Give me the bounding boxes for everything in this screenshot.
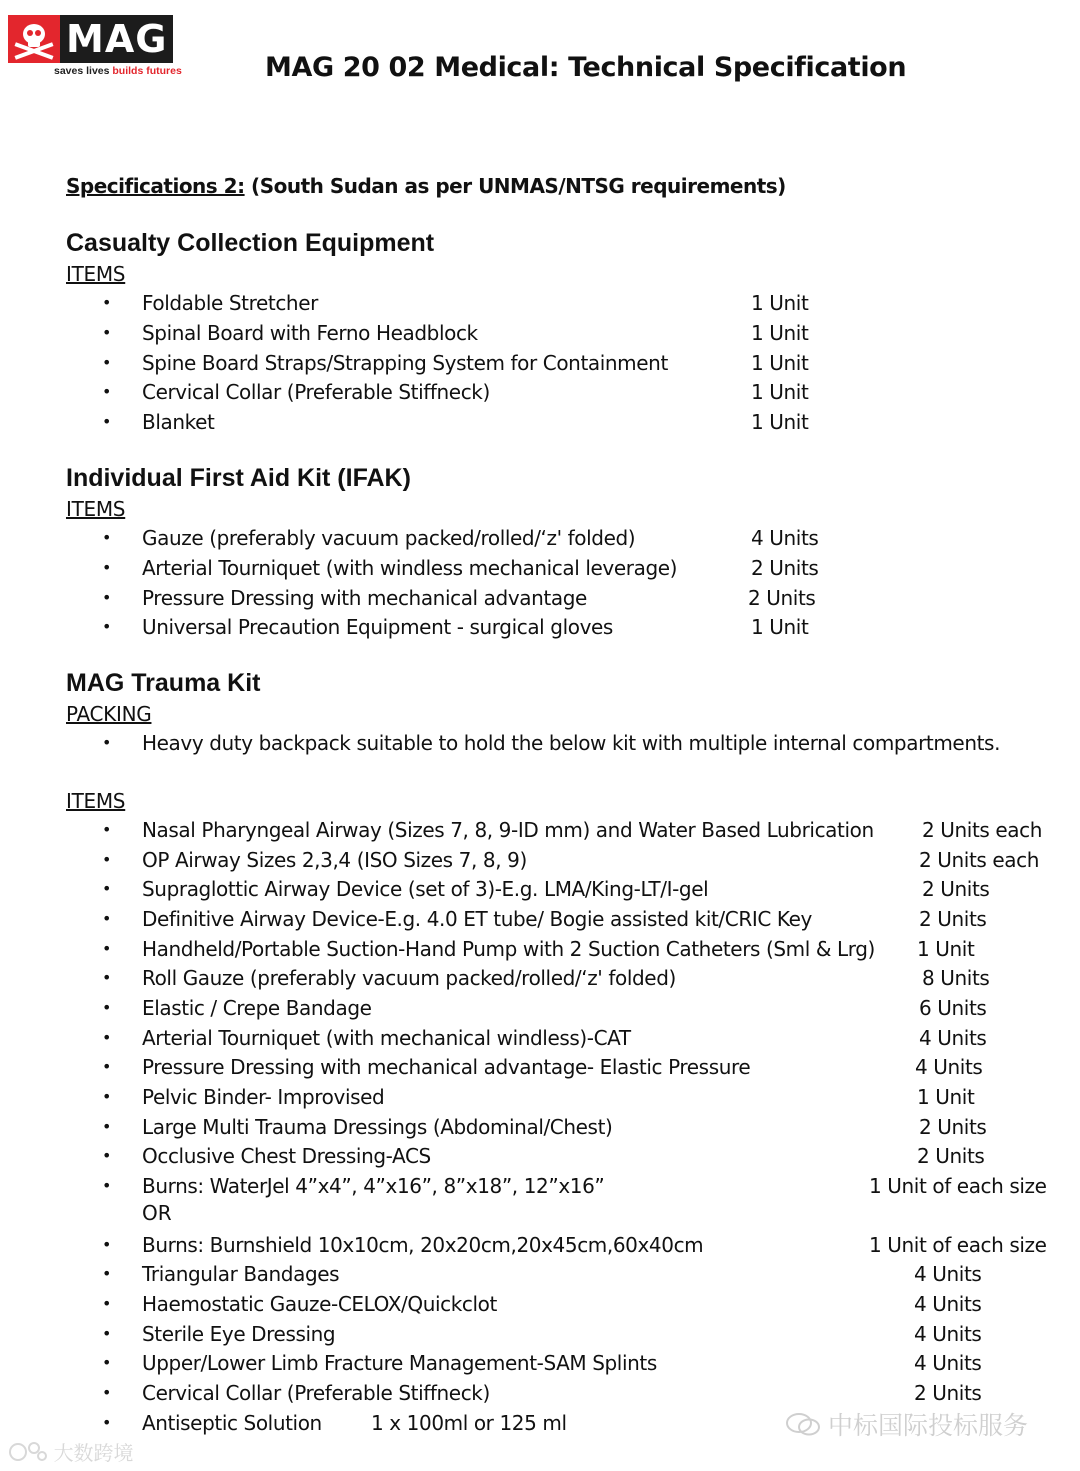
bullet-icon: •: [102, 1028, 112, 1047]
bullet-icon: •: [102, 968, 112, 987]
item-quantity: 4 Units: [914, 1262, 982, 1286]
list-item: [0, 407, 1080, 437]
item-quantity: 8 Units: [922, 966, 990, 990]
bullet-icon: •: [102, 1146, 112, 1165]
item-name: Spinal Board with Ferno Headblock: [142, 320, 478, 345]
item-name: Occlusive Chest Dressing-ACS: [142, 1144, 431, 1168]
item-quantity: 1 Unit: [751, 350, 809, 375]
section-title-ifak: Individual First Aid Kit (IFAK): [66, 464, 411, 492]
list-item: [0, 377, 1080, 407]
list-item: [0, 553, 1080, 583]
item-name: Haemostatic Gauze-CELOX/Quickclot: [142, 1292, 497, 1316]
item-name: Spine Board Straps/Strapping System for Containment: [142, 350, 668, 375]
item-name: Pelvic Binder- Improvised: [142, 1085, 385, 1109]
bullet-icon: •: [102, 412, 112, 432]
item-quantity: 4 Units: [914, 1322, 982, 1346]
item-quantity: 4 Units: [919, 1026, 987, 1050]
list-item: [0, 1230, 1080, 1260]
bullet-icon: •: [102, 909, 112, 928]
list-item: [0, 904, 1080, 934]
or-text: OR: [142, 1201, 172, 1225]
item-quantity: 2 Units: [914, 1381, 982, 1405]
list-item: [0, 1052, 1080, 1082]
list-item: [0, 845, 1080, 875]
item-name: Pressure Dressing with mechanical advantage- Elastic Pressure: [142, 1055, 751, 1079]
bullet-icon: •: [102, 293, 112, 312]
item-quantity: 2 Units each: [922, 818, 1043, 842]
bullet-icon: •: [102, 1294, 112, 1313]
item-quantity: 1 Unit: [751, 320, 809, 345]
item-quantity: 1 Unit: [751, 291, 809, 315]
list-item: [0, 1112, 1080, 1142]
packing-heading: PACKING: [66, 702, 152, 726]
section-title-trauma: MAG Trauma Kit: [66, 669, 261, 697]
bullet-icon: •: [102, 1324, 112, 1343]
list-item: [0, 1348, 1080, 1378]
item-name: Arterial Tourniquet (with mechanical windless)-CAT: [142, 1026, 631, 1050]
item-name: Handheld/Portable Suction-Hand Pump with 2 Suction Catheters (Sml & Lrg): [142, 937, 875, 961]
list-item: [0, 583, 1080, 613]
mag-logo: [8, 15, 182, 81]
bullet-icon: •: [102, 557, 112, 577]
item-name: Universal Precaution Equipment - surgical gloves: [142, 615, 613, 640]
bullet-icon: •: [102, 998, 112, 1017]
logo-tagline: [54, 65, 182, 77]
skull-icon: [8, 15, 60, 63]
item-quantity: 2 Units: [751, 555, 819, 580]
item-name: Cervical Collar (Preferable Stiffneck): [142, 1381, 490, 1405]
item-quantity: 1 x 100ml or 125 ml: [371, 1411, 567, 1435]
spec-text: (South Sudan as per UNMAS/NTSG requirements): [244, 174, 786, 198]
item-quantity: 2 Units: [919, 907, 987, 931]
list-item: [0, 934, 1080, 964]
item-quantity: 4 Units: [915, 1055, 983, 1079]
item-quantity: 1 Unit: [751, 380, 809, 405]
item-quantity: 1 Unit: [751, 410, 809, 435]
item-quantity: 2 Units: [748, 585, 816, 610]
bullet-icon: •: [102, 528, 112, 547]
item-name: OP Airway Sizes 2,3,4 (ISO Sizes 7, 8, 9): [142, 848, 527, 872]
item-quantity: 4 Units: [914, 1351, 982, 1375]
bullet-icon: •: [102, 850, 112, 869]
list-item: [0, 874, 1080, 904]
list-item: [0, 1082, 1080, 1112]
items-heading-ifak: ITEMS: [66, 497, 126, 521]
list-item: [0, 288, 1080, 318]
logo-text: MAG: [66, 17, 168, 61]
list-item: [0, 1141, 1080, 1171]
item-name: Burns: WaterJel 4”x4”, 4”x16”, 8”x18”, 12”x16”: [142, 1174, 605, 1198]
bullet-icon: •: [102, 587, 112, 607]
packing-item-text: Heavy duty backpack suitable to hold the below kit with multiple internal compartments.: [142, 731, 1001, 755]
watermark-logo-icon: [8, 1440, 48, 1470]
item-quantity: 6 Units: [919, 996, 987, 1020]
bullet-icon: •: [102, 879, 112, 898]
item-quantity: 2 Units: [919, 1115, 987, 1139]
item-quantity: 4 Units: [751, 526, 819, 550]
bullet-icon: •: [102, 1176, 112, 1195]
bullet-icon: •: [102, 352, 112, 372]
bullet-icon: •: [102, 1264, 112, 1283]
item-quantity: 1 Unit of each size: [869, 1233, 1047, 1257]
bullet-icon: •: [102, 939, 112, 958]
list-item: [0, 348, 1080, 378]
watermark-left-text: 大数跨境: [53, 1443, 134, 1465]
specifications-line: [66, 174, 786, 198]
item-name: Large Multi Trauma Dressings (Abdominal/Chest): [142, 1115, 613, 1139]
watermark-left: [8, 1437, 134, 1470]
list-item: [0, 815, 1080, 845]
item-name: Definitive Airway Device-E.g. 4.0 ET tube/ Bogie assisted kit/CRIC Key: [142, 907, 812, 931]
item-quantity: 4 Units: [914, 1292, 982, 1316]
bullet-icon: •: [102, 1057, 112, 1076]
list-item: [0, 1289, 1080, 1319]
item-name: Blanket: [142, 410, 215, 435]
bullet-icon: •: [102, 322, 112, 342]
item-quantity: 2 Units each: [919, 848, 1040, 872]
item-name: Upper/Lower Limb Fracture Management-SAM Splints: [142, 1351, 657, 1375]
items-heading-casualty: ITEMS: [66, 262, 126, 286]
item-name: Gauze (preferably vacuum packed/rolled/‘z' folded): [142, 526, 636, 550]
page-title: MAG 20 02 Medical: Technical Specification: [265, 52, 907, 83]
list-item: [0, 1319, 1080, 1349]
bullet-icon: •: [102, 1087, 112, 1106]
item-name: Cervical Collar (Preferable Stiffneck): [142, 380, 490, 405]
watermark-right: [785, 1406, 1028, 1444]
wechat-icon: [785, 1411, 821, 1444]
section-title-casualty: Casualty Collection Equipment: [66, 229, 435, 257]
bullet-icon: •: [102, 617, 112, 637]
item-name: Pressure Dressing with mechanical advantage: [142, 585, 587, 610]
item-name: Burns: Burnshield 10x10cm, 20x20cm,20x45cm,60x40cm: [142, 1233, 704, 1257]
list-item: [0, 318, 1080, 348]
bullet-icon: •: [102, 1413, 112, 1432]
item-name: Sterile Eye Dressing: [142, 1322, 336, 1346]
list-item: [0, 728, 1080, 758]
list-item: [0, 1259, 1080, 1289]
item-quantity: 1 Unit: [917, 1085, 975, 1109]
bullet-icon: •: [102, 1235, 112, 1254]
items-heading-trauma: ITEMS: [66, 789, 126, 813]
list-item: [0, 612, 1080, 642]
list-item: [0, 1023, 1080, 1053]
bullet-icon: •: [102, 820, 112, 839]
spec-label: Specifications 2:: [66, 174, 245, 198]
item-name: Arterial Tourniquet (with windless mechanical leverage): [142, 555, 678, 580]
list-item: [0, 523, 1080, 553]
item-name: Roll Gauze (preferably vacuum packed/rolled/‘z' folded): [142, 966, 676, 990]
item-name: Triangular Bandages: [142, 1262, 340, 1286]
watermark-right-text: 中标国际投标服务: [827, 1412, 1028, 1440]
item-quantity: 1 Unit: [751, 615, 809, 640]
bullet-icon: •: [102, 382, 112, 402]
item-name: Elastic / Crepe Bandage: [142, 996, 372, 1020]
list-item: [0, 1171, 1080, 1201]
list-item: [0, 1378, 1080, 1408]
list-item: [0, 993, 1080, 1023]
item-quantity: 2 Units: [917, 1144, 985, 1168]
item-quantity: 1 Unit: [917, 937, 975, 961]
bullet-icon: •: [102, 1353, 112, 1372]
list-item: [0, 963, 1080, 993]
tagline-accent: builds futures: [112, 65, 182, 77]
item-name: Supraglottic Airway Device (set of 3)-E.g. LMA/King-LT/I-gel: [142, 877, 709, 901]
bullet-icon: •: [102, 1383, 112, 1402]
item-quantity: 2 Units: [922, 877, 990, 901]
tagline-plain: saves lives: [54, 65, 113, 77]
item-quantity: 1 Unit of each size: [869, 1174, 1047, 1198]
item-name: Nasal Pharyngeal Airway (Sizes 7, 8, 9-ID mm) and Water Based Lubrication: [142, 818, 874, 842]
bullet-icon: •: [102, 1117, 112, 1136]
item-name: Antiseptic Solution: [142, 1411, 322, 1435]
bullet-icon: •: [102, 733, 112, 752]
item-name: Foldable Stretcher: [142, 291, 318, 315]
